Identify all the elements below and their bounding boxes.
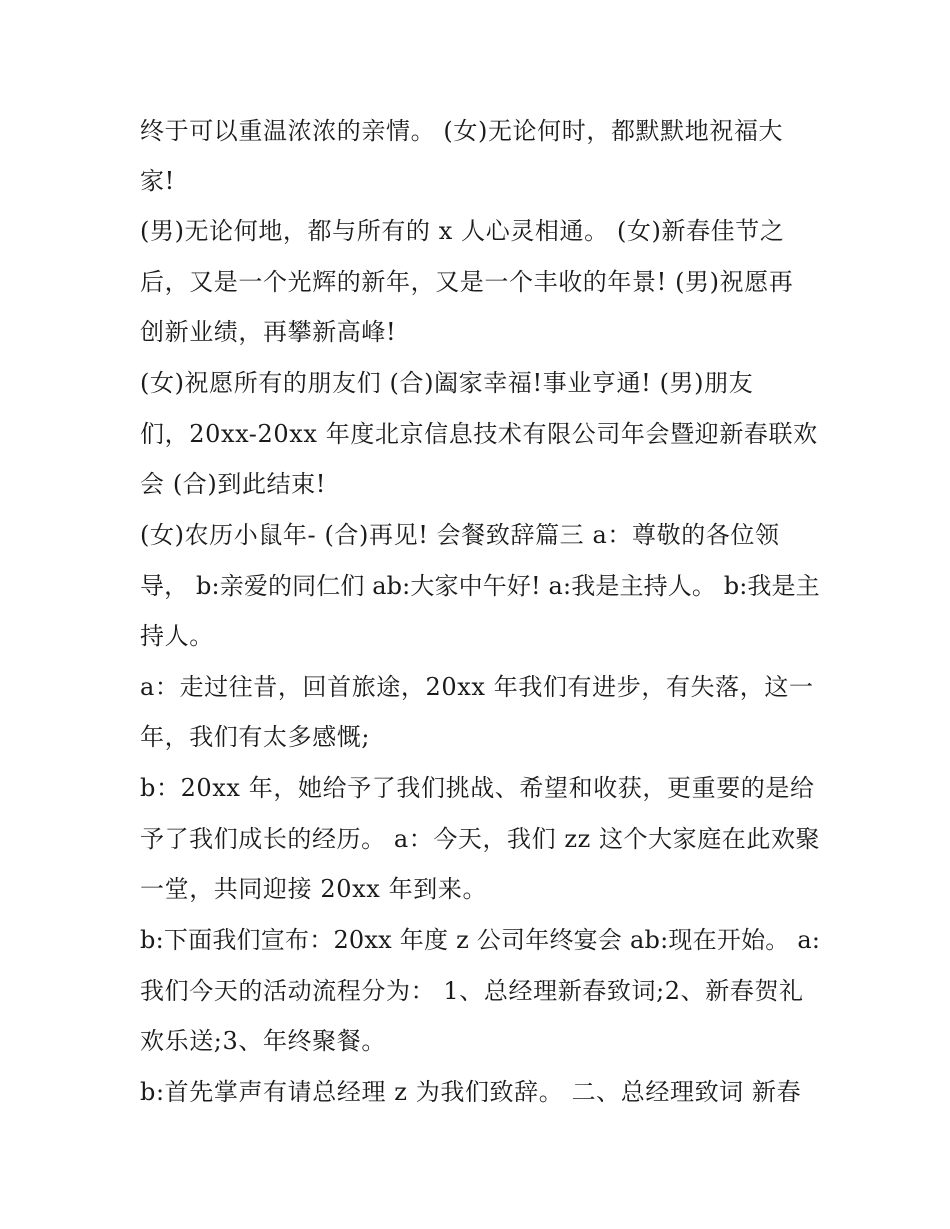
text-line: (女)农历小鼠年- (合)再见! 会餐致辞篇三 a：尊敬的各位领 <box>140 521 780 549</box>
text-line: 年，我们有太多感慨; <box>140 723 371 751</box>
text-line: 予了我们成长的经历。 a：今天，我们 zz 这个大家庭在此欢聚 <box>140 825 821 853</box>
text-line: (男)无论何地，都与所有的 x 人心灵相通。 (女)新春佳节之 <box>140 217 785 245</box>
text-line: b:下面我们宣布：20xx 年度 z 公司年终宴会 ab:现在开始。 a: <box>140 926 821 954</box>
text-line: 一堂，共同迎接 20xx 年到来。 <box>140 875 488 903</box>
text-line: 后，又是一个光辉的新年，又是一个丰收的年景! (男)祝愿再 <box>140 268 794 296</box>
text-line: 们，20xx-20xx 年度北京信息技术有限公司年会暨迎新春联欢 <box>140 420 818 448</box>
text-line: b:首先掌声有请总经理 z 为我们致辞。 二、总经理致词 新春 <box>140 1078 802 1106</box>
text-line: 我们今天的活动流程分为： 1、总经理新春致词;2、新春贺礼 <box>140 977 804 1005</box>
text-line: b：20xx 年，她给予了我们挑战、希望和收获，更重要的是给 <box>140 774 815 802</box>
text-line: 家! <box>140 167 175 195</box>
text-line: (女)祝愿所有的朋友们 (合)阖家幸福!事业亨通! (男)朋友 <box>140 369 754 397</box>
text-line: 终于可以重温浓浓的亲情。 (女)无论何时，都默默地祝福大 <box>140 117 784 145</box>
text-line: 欢乐送;3、年终聚餐。 <box>140 1027 386 1055</box>
text-line: a：走过往昔，回首旅途，20xx 年我们有进步，有失落，这一 <box>140 673 814 701</box>
text-line: 创新业绩，再攀新高峰! <box>140 318 397 346</box>
text-line: 持人。 <box>140 622 214 650</box>
text-line: 会 (合)到此结束! <box>140 470 326 498</box>
text-line: 导， b:亲爱的同仁们 ab:大家中午好! a:我是主持人。 b:我是主 <box>140 572 820 600</box>
